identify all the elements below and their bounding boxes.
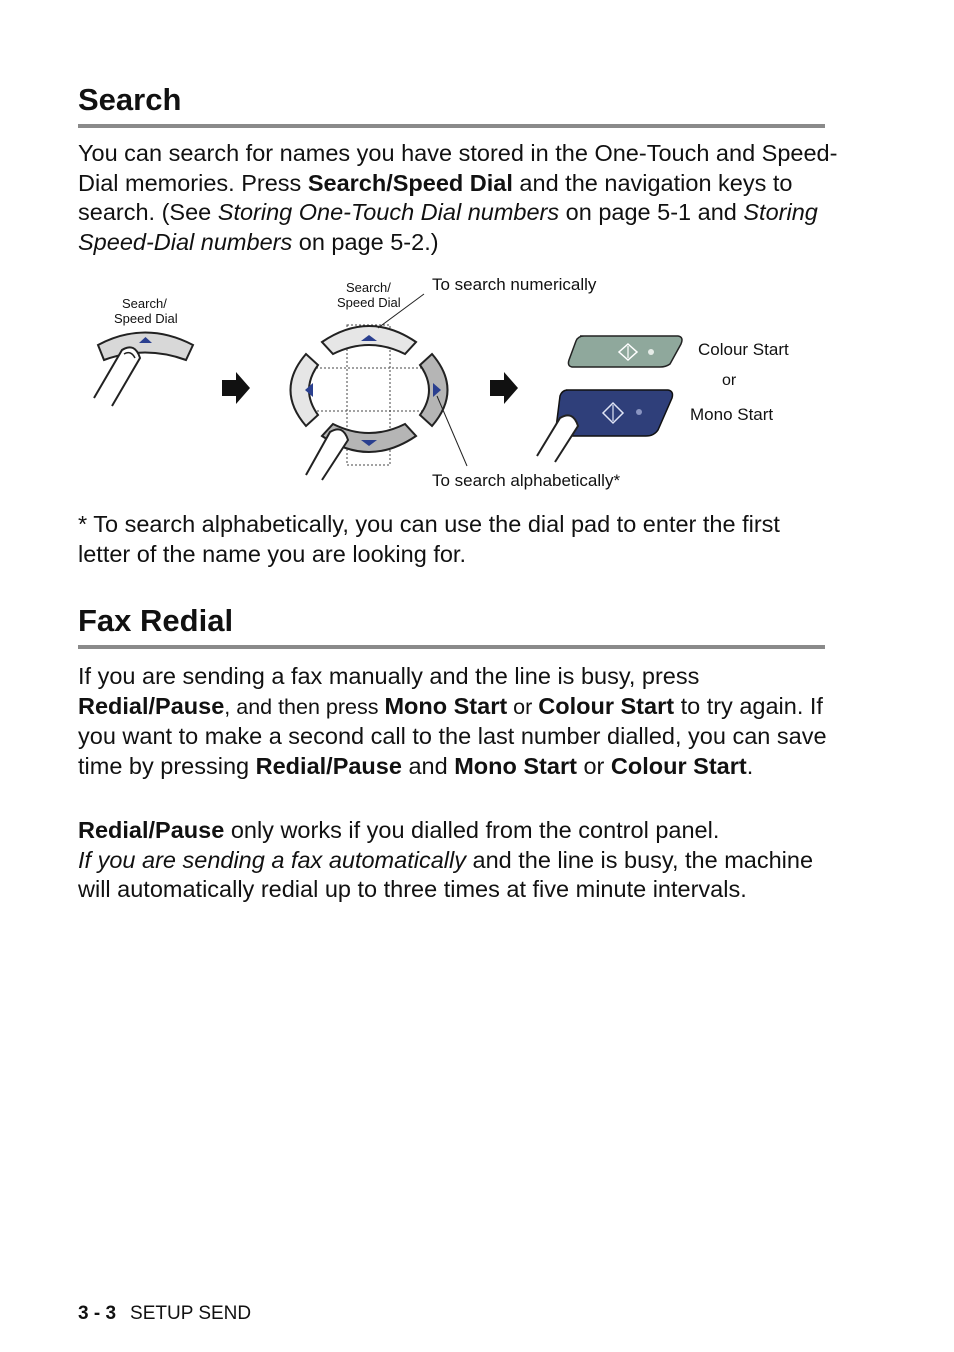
nav-key-label-line-1: Search/ [346, 280, 391, 295]
search-key-label-line-1: Search/ [122, 296, 167, 311]
p1-text-4: to try again. If you want to make a second call to the last number dialled, you can save time by pressing [78, 692, 827, 779]
p1-text-2: , and then press [224, 694, 385, 719]
fax-redial-paragraph-1 [78, 662, 838, 781]
intro-text-2: and the navigation keys to search. (See [78, 169, 793, 225]
search-footnote: * To search alphabetically, you can use the dial pad to enter the first letter of the name you are looking for. [78, 511, 780, 567]
search-alphabetically-label: To search alphabetically* [432, 471, 621, 490]
right-arrow-icon [490, 372, 518, 404]
search-numerically-label: To search numerically [432, 275, 597, 294]
p1-text-5: and [401, 752, 455, 779]
nav-key-label-line-2: Speed Dial [337, 295, 401, 310]
one-touch-reference: Storing One-Touch Dial numbers [217, 199, 560, 225]
redial-pause-key-name: Redial/Pause [255, 752, 402, 779]
colour-start-key-name: Colour Start [538, 692, 675, 719]
intro-text-3: on page 5-1 and [559, 199, 744, 225]
mono-start-key-name: Mono Start [384, 692, 508, 719]
automatic-fax-phrase: If you are sending a fax automatically [78, 846, 466, 873]
fax-redial-heading-rule [78, 645, 825, 649]
redial-pause-key-name: Redial/Pause [78, 817, 225, 843]
mono-start-label: Mono Start [690, 405, 774, 424]
page-number: 3 - 3 [78, 1303, 117, 1324]
right-arrow-icon [222, 372, 250, 404]
search-heading: Search [78, 82, 182, 117]
fax-redial-heading: Fax Redial [78, 603, 234, 638]
search-key-label-line-2: Speed Dial [114, 311, 178, 326]
search-speed-dial-key [98, 333, 193, 361]
colour-start-key [568, 336, 682, 367]
redial-pause-key-name: Redial/Pause [78, 692, 225, 719]
fax-redial-paragraph-2 [78, 816, 838, 905]
speed-dial-reference: Storing Speed-Dial numbers [78, 199, 818, 255]
p2-text-1: only works if you dialled from the control panel. [224, 817, 720, 843]
p1-text-3: or [507, 694, 539, 719]
footer-section-title: SETUP SEND [130, 1303, 252, 1324]
p2-text-2: and the line is busy, the machine will automatically redial up to three times at five minute intervals. [78, 846, 814, 902]
p1-text-7: . [746, 752, 754, 779]
navigation-pad-icon [291, 294, 468, 480]
mono-start-key-name: Mono Start [454, 752, 577, 779]
search-speed-dial-key-name: Search/Speed Dial [307, 169, 513, 196]
search-intro [78, 139, 838, 257]
search-diagram [0, 270, 954, 500]
colour-start-label: Colour Start [698, 340, 789, 359]
mono-start-key [537, 390, 673, 462]
page-footer [78, 1303, 251, 1325]
p1-text-6: or [576, 752, 611, 779]
intro-text-4: on page 5-2.) [292, 228, 439, 255]
p1-text-1: If you are sending a fax manually and the line is busy, press [78, 663, 700, 689]
or-label: or [722, 372, 737, 389]
search-heading-rule [78, 124, 825, 128]
intro-text-1: You can search for names you have stored in the One-Touch and Speed-Dial memories. Press [78, 140, 838, 196]
colour-start-key-name: Colour Start [610, 752, 747, 779]
